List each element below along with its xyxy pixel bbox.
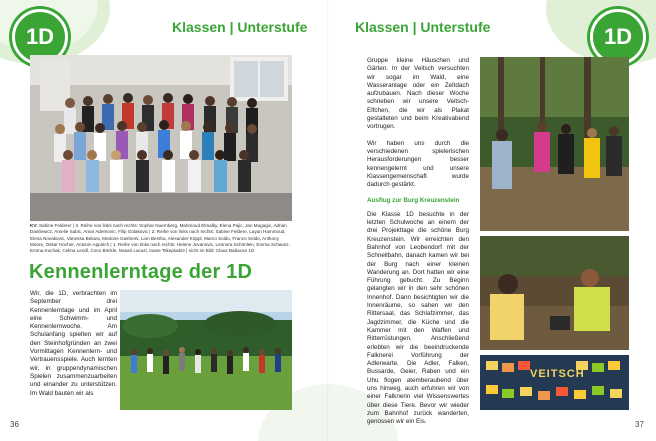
page-number-left: 36	[10, 420, 19, 429]
class-badge-label: 1D	[25, 24, 55, 49]
class-group-photo	[30, 55, 292, 221]
class-badge-label: 1D	[603, 24, 633, 49]
body-paragraph: Gruppe kleine Häuschen und Gärten. In der Veitsch versuchten wir sogar im Wald, eine Wasseranlage oder ein Zeltdach aufzubauen. Nach dieser Woche schrieben wir unsere Veitsch-Elfchen, die wir als Plakat gestalteten und beim Kreativabend vortrugen.	[367, 57, 469, 131]
page-header-left: Klassen | Unterstufe	[172, 19, 308, 35]
article-body-left	[30, 290, 117, 406]
photo-caption	[30, 223, 292, 254]
veitsch-poster-photo	[480, 355, 629, 410]
article-body-right	[367, 57, 469, 434]
children-building-photo	[480, 236, 629, 350]
poster-title: VEITSCH	[530, 368, 585, 380]
article-title: Kennenlerntage der 1D	[29, 261, 253, 283]
forest-activity-photo	[480, 57, 629, 231]
section-subheading: Ausflug zur Burg Kreuzenstein	[367, 197, 460, 205]
page-header-right: Klassen | Unterstufe	[355, 19, 491, 35]
page-number-right: 37	[635, 420, 644, 429]
page-gutter	[327, 0, 329, 441]
body-paragraph: Wir, die 1D, verbrachten im September drei Kennenlerntage und im April eine Schwimm- und Kennenlernwoche. Am Schulanfang spielten wir auf den Steinhofgründen an zwei Vormittagen Kennenlern- und Vertrauensspiele. Auch lernten wir, in gruppendynamischen Spielen zusammenzuarbeiten und einander zu unterstützen. Im Wald bauten wir als	[30, 290, 117, 397]
body-paragraph: Die Klasse 1D besuchte in der letzten Schulwoche an einem der drei Projekttage die schöne Burg Kreuzenstein. Wir erreichten den Bahnhof von Leobendorf mit der Schnellbahn, danach kamen wir bei der Burg nach einer kleinen Wanderung an. Dort hatten wir eine Führung gebucht. Zu Beginn gelangten wir in den sehr schönen Innenhof. Dann besichtigten wir die Innenräume, so sahen wir den Rittersaal, das Schlafzimmer, das Jagdzimmer, die Küche und die Kammer mit den Waffen und Ritterrüstungen. Anschließend erlebten wir die beeindruckende Falknerei Vorführung der Adlerwarte. Die Adler, Falken, Bussarde, Geier, Raben und ein Uhu flogen atemberaubend über uns hinweg, auch erfuhren wir von einer Falknerin viel Wissenswertes über diese Tiere. Bevor wir wieder zum Bahnhof zurück wanderten, genossen wir ein Eis.	[367, 210, 469, 426]
outdoor-games-photo	[120, 290, 292, 410]
body-paragraph: Wir haben uns durch die verschiedenen spielerischen Herausforderungen besser kennengelernt und unsere Klassengemeinschaft wurde dadurch gestärkt.	[367, 139, 469, 189]
caption-text: Sabine Felderer | 3. Reihe von links nach rechts: Sophar Nuernberg, Mahmoud Elmalky, Elena Pajic, Jan Mugagic, Adrian Danilewicz, Amelie Sabic, Amar Ademovic, Filip Golakovic | 2. Reihe von links nach rechts: Sabine Feldere, Layan Hammoud, Elena Novakovic, Vanessa Belaza, Medone Gashemi, Lion Bersha, Alexander Köppl, Marco Soldo, Franco Soldo, Anthony Moore, Oskar Hocher, Antonin Appirich | 1. Reihe von links nach rechts: Helene Jovanovic, Leonora Schönlein, Emma Schwarz, Emma Kuchak, Celina Lendl, Coco Böckle, Nasari Lacazi, Ioane Tskepladze | nicht im Bild: Claus Babacan 1D	[30, 223, 290, 254]
caption-label: KV:	[30, 223, 38, 228]
